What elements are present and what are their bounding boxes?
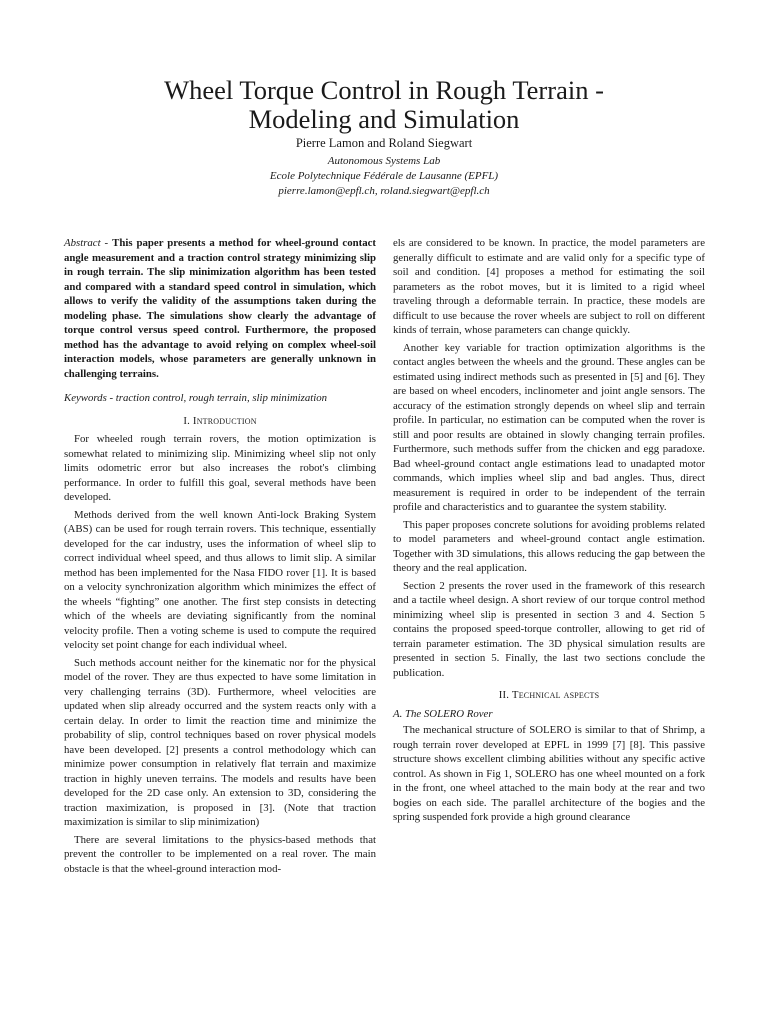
section-heading-technical-aspects: II. Technical aspects [498, 689, 600, 701]
section-heading-introduction: I. Introduction [183, 414, 257, 427]
affiliation-block [0, 154, 768, 199]
abstract-text: This paper presents a method for wheel-ground contact angle measurement and a traction control strategy minimizing slip in rough terrain. The slip minimization algorithm has been tested and compared with a standard speed control in simulation, which allows to verify the validity of the assumptions taken during the modeling phase. The simulations show clearly the advantage of torque control versus speed control. Furthermore, the proposed method has the advantage to avoid relying on complex wheel-soil interaction models, whose parameters are generally unknown in challenging terrains. [64, 237, 376, 380]
title-line-1: Wheel Torque Control in Rough Terrain - [164, 75, 604, 105]
keywords: Keywords - traction control, rough terrain, slip minimization [64, 392, 328, 404]
right-paragraph-2: Another key variable for traction optimization algorithms is the contact angles between the wheels and the ground. These angles can be estimated using indirect methods such as presented in [5] and [6]. They are based on wheel encoders, inclinometer and joint angle sensors. The accuracy of the estimation strongly depends on wheel slip and terrain profile. In particular, no estimation can be computed when the rover is still and poor results are obtained in slowly changing terrain profiles. Furthermore, such methods suffer from the chicken and egg paradoxe. Bad wheel-ground contact angle estimations lead to unadapted motor commands, which implies wheel slip and bad angles. Thus, direct measurement is required in order to be independent of the terrain profile and characteristics and to guarantee the system stability. [393, 341, 705, 513]
author-emails: pierre.lamon@epfl.ch, roland.siegwart@epfl.ch [278, 185, 490, 197]
right-column [393, 236, 705, 825]
affiliation-lab: Autonomous Systems Lab [327, 155, 441, 167]
right-paragraph-1: els are considered to be known. In practice, the model parameters are generally difficult to estimate and are valid only for a specific type of soil and condition. [4] proposes a method for estimating the soil parameters as the robot moves, but it is limited to a rigid wheel traveling through a deformable terrain. In practice, these models are difficult to use because the rover wheels are subject to roll on different kinds of terrain, whose parameters can change quickly. [393, 237, 705, 336]
intro-paragraph-1: For wheeled rough terrain rovers, the motion optimization is somewhat related to minimizing slip. Minimizing wheel slip not only limits odometric error but also increases the robot's climbing performance. In order to fulfill this goal, several methods have been developed. [64, 433, 376, 503]
abstract [64, 236, 376, 381]
paper-title [0, 76, 768, 134]
title-line-2: Modeling and Simulation [248, 104, 520, 134]
right-paragraph-4: Section 2 presents the rover used in the framework of this research and a tactile wheel design. A short review of our torque control method minimizing wheel slip is presented in section 3 and 4. Section 5 contains the proposed speed-torque controller, allowing to get rid of terrain parameter estimation. The 3D physical simulation results are presented in section 5. Finally, the last two sections conclude the publication. [393, 579, 705, 679]
intro-paragraph-2: Methods derived from the well known Anti-lock Braking System (ABS) can be used for rough terrain rovers. This technique, essentially developed for the car industry, uses the information of wheel slip to correct individual wheel speed, and thus allows to limit slip. A similar method has been implemented for the Nasa FIDO rover [1]. It is based on a velocity synchronization algorithm which minimizes the effect of the wheels “fighting” one another. The first step consists in detecting which of the wheels are deviating significantly from the nominal velocity profile. Then a voting scheme is used to compute the required velocity set point change for each individual wheel. [64, 508, 376, 651]
abstract-separator: - [100, 237, 113, 249]
affiliation-school: Ecole Polytechnique Fédérale de Lausanne (EPFL) [269, 170, 499, 182]
abstract-label: Abstract [64, 237, 101, 249]
right-paragraph-3: This paper proposes concrete solutions for avoiding problems related to model parameters and wheel-ground contact angle estimation. Together with 3D simulations, this allows reducing the gap between the theory and the real application. [393, 518, 705, 574]
intro-paragraph-3: Such methods account neither for the kinematic nor for the physical model of the rover. They are thus expected to have some limitation in very challenging terrains (3D). Furthermore, wheel velocities are updated when slip already occurred and the system reacts only with a certain delay. In order to limit the reaction time and minimize the probability of slip, control techniques based on rover physical models have been developed. [2] presents a control methodology which can minimize power consumption in relatively flat terrain and maximize traction in highly uneven terrains. The models and results have been developed for the 2D case only. An extension to 3D, considering the traction maximization, is proposed in [3]. (Note that traction maximization is similar to slip minimization) [64, 656, 376, 828]
solero-paragraph: The mechanical structure of SOLERO is similar to that of Shrimp, a rough terrain rover developed at EPFL in 1999 [7] [8]. This passive structure shows excellent climbing abilities without any specific active control. As shown in Fig 1, SOLERO has one wheel mounted on a fork in the front, one wheel attached to the main body at the rear and two bogies on each side. The parallel architecture of the bogies and the spring suspended fork provide a high ground clearance [393, 724, 705, 823]
subsection-heading-solero: A. The SOLERO Rover [393, 707, 493, 720]
intro-paragraph-4: There are several limitations to the physics-based methods that prevent the controller to be implemented on a real rover. The main obstacle is that the wheel-ground interaction mod- [64, 833, 376, 875]
left-column [64, 236, 376, 876]
author-list: Pierre Lamon and Roland Siegwart [295, 136, 473, 150]
